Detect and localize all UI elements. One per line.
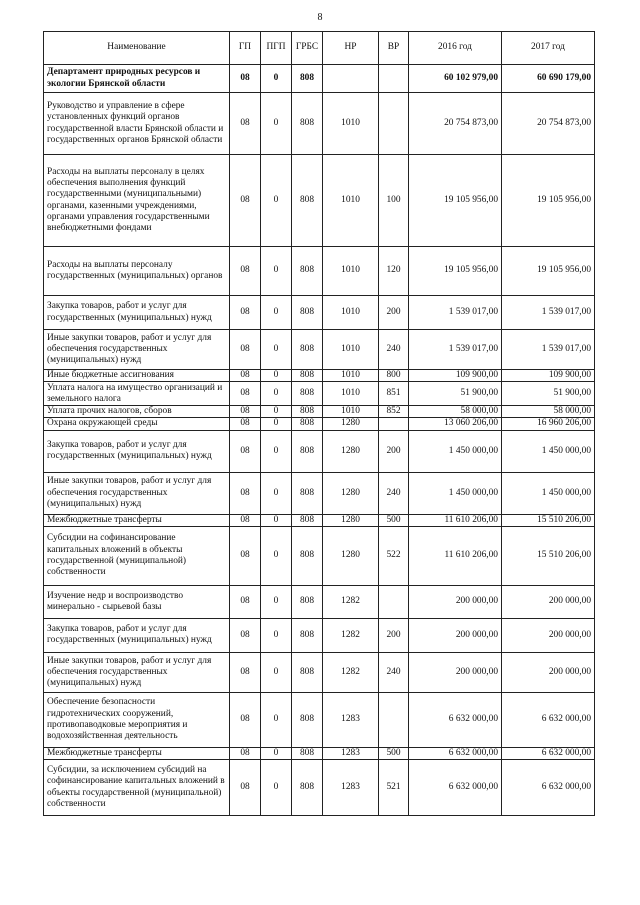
cell-y2017: 60 690 179,00 [502,65,595,93]
cell-nr: 1282 [323,585,379,618]
cell-vr: 521 [379,760,409,816]
cell-gp: 08 [230,406,261,418]
cell-grbs: 808 [292,155,323,247]
cell-y2016: 11 610 206,00 [409,514,502,526]
cell-y2016: 109 900,00 [409,370,502,382]
header-2017: 2017 год [502,32,595,65]
cell-vr: 240 [379,652,409,692]
cell-gp: 08 [230,430,261,472]
cell-name: Иные бюджетные ассигнования [44,370,230,382]
cell-gp: 08 [230,618,261,652]
cell-name: Закупка товаров, работ и услуг для государственных (муниципальных) нужд [44,296,230,330]
cell-vr: 851 [379,382,409,406]
cell-gp: 08 [230,65,261,93]
cell-y2016: 60 102 979,00 [409,65,502,93]
cell-gp: 08 [230,760,261,816]
cell-name: Охрана окружающей среды [44,418,230,430]
cell-y2017: 15 510 206,00 [502,514,595,526]
cell-vr: 500 [379,514,409,526]
cell-grbs: 808 [292,430,323,472]
cell-nr: 1283 [323,747,379,759]
cell-nr: 1283 [323,760,379,816]
cell-pgp: 0 [261,382,292,406]
cell-pgp: 0 [261,418,292,430]
table-row [44,692,595,747]
budget-table [43,31,595,816]
cell-nr: 1010 [323,330,379,370]
table-row [44,514,595,526]
cell-gp: 08 [230,330,261,370]
cell-gp: 08 [230,585,261,618]
table-row [44,418,595,430]
cell-vr: 100 [379,155,409,247]
cell-vr: 200 [379,296,409,330]
cell-vr [379,418,409,430]
table-row [44,585,595,618]
cell-gp: 08 [230,747,261,759]
cell-y2017: 6 632 000,00 [502,747,595,759]
header-vr: ВР [379,32,409,65]
table-row [44,526,595,585]
table-row [44,370,595,382]
cell-pgp: 0 [261,406,292,418]
cell-y2016: 51 900,00 [409,382,502,406]
cell-y2017: 200 000,00 [502,585,595,618]
cell-y2016: 6 632 000,00 [409,747,502,759]
cell-name: Обеспечение безопасности гидротехнических сооружений, противопаводковые мероприятия и водохозяйственная деятельность [44,692,230,747]
cell-pgp: 0 [261,247,292,296]
cell-name: Уплата прочих налогов, сборов [44,406,230,418]
table-row [44,382,595,406]
cell-pgp: 0 [261,618,292,652]
cell-vr: 852 [379,406,409,418]
cell-pgp: 0 [261,370,292,382]
page-number: 8 [317,12,323,23]
cell-pgp: 0 [261,514,292,526]
cell-nr [323,65,379,93]
header-nr: НР [323,32,379,65]
cell-gp: 08 [230,155,261,247]
table-row [44,760,595,816]
cell-gp: 08 [230,472,261,514]
header-grbs: ГРБС [292,32,323,65]
cell-nr: 1280 [323,526,379,585]
cell-y2017: 6 632 000,00 [502,692,595,747]
cell-nr: 1282 [323,618,379,652]
cell-gp: 08 [230,418,261,430]
cell-vr: 240 [379,330,409,370]
cell-vr: 522 [379,526,409,585]
cell-vr: 800 [379,370,409,382]
cell-nr: 1010 [323,93,379,155]
cell-nr: 1280 [323,418,379,430]
cell-vr: 240 [379,472,409,514]
cell-y2016: 13 060 206,00 [409,418,502,430]
cell-name: Межбюджетные трансферты [44,747,230,759]
cell-nr: 1010 [323,247,379,296]
cell-pgp: 0 [261,155,292,247]
cell-pgp: 0 [261,330,292,370]
cell-grbs: 808 [292,747,323,759]
cell-name: Субсидии, за исключением субсидий на софинансирование капитальных вложений в объекты государственной (муниципальной) собственности [44,760,230,816]
cell-vr [379,692,409,747]
cell-grbs: 808 [292,514,323,526]
cell-pgp: 0 [261,692,292,747]
cell-gp: 08 [230,370,261,382]
cell-y2016: 1 450 000,00 [409,430,502,472]
cell-y2017: 6 632 000,00 [502,760,595,816]
cell-gp: 08 [230,93,261,155]
cell-vr: 120 [379,247,409,296]
cell-grbs: 808 [292,406,323,418]
cell-name: Закупка товаров, работ и услуг для государственных (муниципальных) нужд [44,430,230,472]
cell-y2017: 15 510 206,00 [502,526,595,585]
cell-vr: 200 [379,618,409,652]
table-row [44,330,595,370]
cell-name: Руководство и управление в сфере установленных функций органов государственной власти Брянской области и государственных органов Брянской области [44,93,230,155]
table-row [44,93,595,155]
cell-y2016: 19 105 956,00 [409,247,502,296]
cell-name: Расходы на выплаты персоналу в целях обеспечения выполнения функций государственными (муниципальными) органами, казенными учреждениями, органами управления государственными внебюджетными фондами [44,155,230,247]
cell-pgp: 0 [261,65,292,93]
cell-y2017: 58 000,00 [502,406,595,418]
cell-y2016: 19 105 956,00 [409,155,502,247]
table-row [44,618,595,652]
cell-vr [379,93,409,155]
cell-gp: 08 [230,526,261,585]
cell-name: Иные закупки товаров, работ и услуг для обеспечения государственных (муниципальных) нужд [44,652,230,692]
cell-grbs: 808 [292,585,323,618]
cell-gp: 08 [230,692,261,747]
cell-pgp: 0 [261,760,292,816]
header-pgp: ПГП [261,32,292,65]
cell-grbs: 808 [292,370,323,382]
cell-nr: 1282 [323,652,379,692]
cell-pgp: 0 [261,93,292,155]
table-row [44,472,595,514]
cell-y2016: 200 000,00 [409,618,502,652]
cell-name: Департамент природных ресурсов и экологии Брянской области [44,65,230,93]
table-body [44,65,595,816]
cell-pgp: 0 [261,472,292,514]
cell-pgp: 0 [261,585,292,618]
cell-nr: 1283 [323,692,379,747]
cell-y2017: 19 105 956,00 [502,155,595,247]
cell-nr: 1280 [323,472,379,514]
cell-pgp: 0 [261,430,292,472]
cell-y2016: 200 000,00 [409,652,502,692]
cell-nr: 1280 [323,514,379,526]
cell-y2016: 58 000,00 [409,406,502,418]
cell-grbs: 808 [292,296,323,330]
cell-name: Расходы на выплаты персоналу государственных (муниципальных) органов [44,247,230,296]
cell-name: Уплата налога на имущество организаций и земельного налога [44,382,230,406]
table-row [44,430,595,472]
cell-y2017: 1 450 000,00 [502,472,595,514]
header-row [44,32,595,65]
cell-pgp: 0 [261,652,292,692]
table-row [44,296,595,330]
cell-name: Иные закупки товаров, работ и услуг для обеспечения государственных (муниципальных) нужд [44,330,230,370]
table-row [44,406,595,418]
cell-y2017: 19 105 956,00 [502,247,595,296]
cell-grbs: 808 [292,65,323,93]
cell-name: Изучение недр и воспроизводство минерально - сырьевой базы [44,585,230,618]
cell-nr: 1010 [323,155,379,247]
cell-pgp: 0 [261,296,292,330]
cell-nr: 1010 [323,406,379,418]
cell-y2016: 200 000,00 [409,585,502,618]
cell-y2016: 1 450 000,00 [409,472,502,514]
cell-name: Закупка товаров, работ и услуг для государственных (муниципальных) нужд [44,618,230,652]
table-row [44,247,595,296]
cell-nr: 1280 [323,430,379,472]
cell-grbs: 808 [292,472,323,514]
cell-grbs: 808 [292,382,323,406]
cell-y2017: 1 450 000,00 [502,430,595,472]
cell-y2017: 1 539 017,00 [502,296,595,330]
cell-y2016: 1 539 017,00 [409,296,502,330]
cell-y2017: 1 539 017,00 [502,330,595,370]
cell-y2017: 16 960 206,00 [502,418,595,430]
cell-gp: 08 [230,514,261,526]
cell-grbs: 808 [292,526,323,585]
cell-pgp: 0 [261,526,292,585]
cell-grbs: 808 [292,330,323,370]
cell-grbs: 808 [292,618,323,652]
cell-y2017: 20 754 873,00 [502,93,595,155]
table-row [44,652,595,692]
cell-nr: 1010 [323,370,379,382]
cell-name: Иные закупки товаров, работ и услуг для обеспечения государственных (муниципальных) нужд [44,472,230,514]
cell-grbs: 808 [292,652,323,692]
cell-y2016: 6 632 000,00 [409,760,502,816]
cell-pgp: 0 [261,747,292,759]
cell-grbs: 808 [292,760,323,816]
cell-grbs: 808 [292,418,323,430]
cell-y2017: 200 000,00 [502,652,595,692]
cell-gp: 08 [230,652,261,692]
cell-y2016: 1 539 017,00 [409,330,502,370]
cell-name: Субсидии на софинансирование капитальных вложений в объекты государственной (муниципальной) собственности [44,526,230,585]
cell-y2016: 6 632 000,00 [409,692,502,747]
cell-y2017: 200 000,00 [502,618,595,652]
cell-gp: 08 [230,296,261,330]
header-name: Наименование [44,32,230,65]
cell-vr [379,65,409,93]
table-row [44,747,595,759]
cell-gp: 08 [230,247,261,296]
cell-grbs: 808 [292,692,323,747]
cell-y2016: 20 754 873,00 [409,93,502,155]
cell-y2016: 11 610 206,00 [409,526,502,585]
cell-gp: 08 [230,382,261,406]
table-row [44,155,595,247]
cell-y2017: 51 900,00 [502,382,595,406]
cell-nr: 1010 [323,296,379,330]
cell-vr: 500 [379,747,409,759]
cell-grbs: 808 [292,247,323,296]
cell-name: Межбюджетные трансферты [44,514,230,526]
header-gp: ГП [230,32,261,65]
cell-vr: 200 [379,430,409,472]
header-2016: 2016 год [409,32,502,65]
cell-grbs: 808 [292,93,323,155]
cell-nr: 1010 [323,382,379,406]
cell-vr [379,585,409,618]
table-row [44,65,595,93]
cell-y2017: 109 900,00 [502,370,595,382]
